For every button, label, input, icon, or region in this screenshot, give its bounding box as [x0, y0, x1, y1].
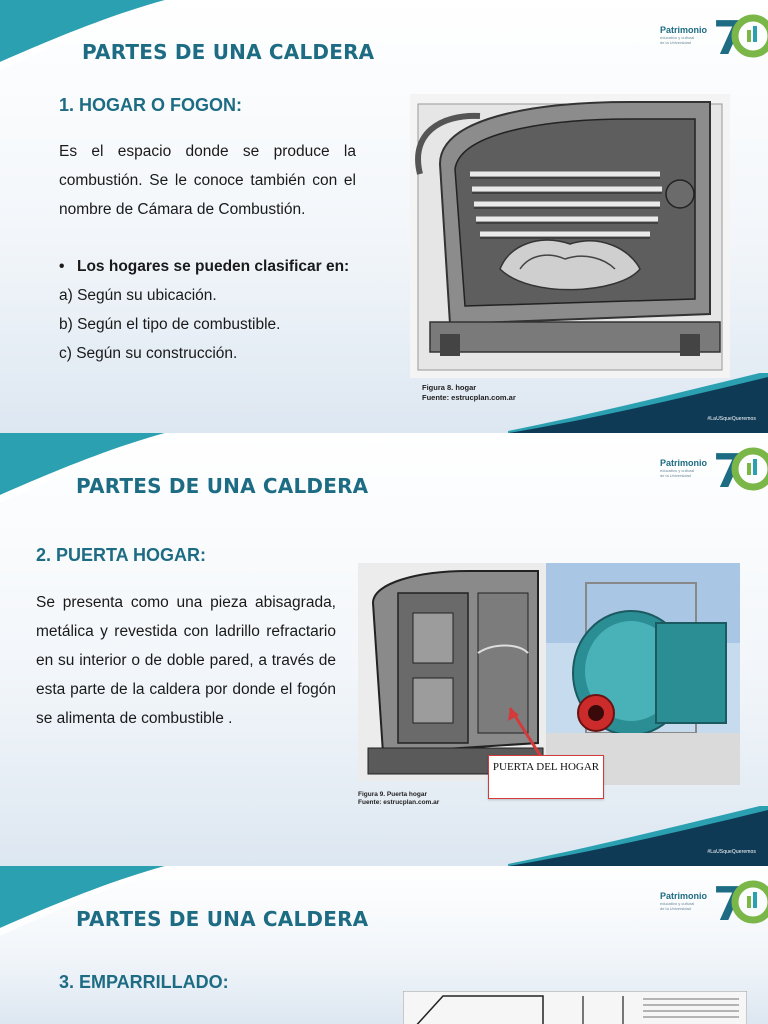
bottom-right-swoosh — [508, 373, 768, 433]
slide-1-classification — [59, 252, 356, 368]
slide-3-title: PARTES DE UNA CALDERA — [76, 907, 369, 931]
svg-text:7: 7 — [713, 877, 746, 926]
slide-2-paragraph: Se presenta como una pieza abisagrada, metálica y revestida con ladrillo refractario en su interior o de doble pared, a través de esta parte de la caldera por donde el fogón se alimenta de combustible . — [36, 594, 336, 727]
svg-text:7: 7 — [713, 444, 746, 493]
patrimonio-logo — [660, 10, 768, 60]
svg-text:7: 7 — [713, 11, 746, 60]
slide-1-heading: 1. HOGAR O FOGON: — [59, 95, 243, 115]
slide-2-hashtag: #LaUSqueQueremos — [707, 849, 756, 855]
bullet-text: Los hogares se pueden clasificar en: — [77, 258, 350, 275]
bottom-right-swoosh — [508, 806, 768, 866]
slide-3 — [0, 866, 768, 1024]
seventy-years-icon — [711, 443, 768, 493]
slide-1-title: PARTES DE UNA CALDERA — [82, 40, 375, 64]
bullet-dot: • — [59, 258, 65, 275]
list-item-b: b) Según el tipo de combustible. — [59, 316, 281, 333]
logo-name: Patrimonio — [660, 458, 708, 468]
logo-subtitle-1: educativo y cultural — [660, 35, 695, 40]
logo-subtitle-1: educativo y cultural — [660, 468, 695, 473]
logo-subtitle-2: de la Universidad — [660, 906, 691, 911]
caption-source: Fuente: estrucplan.com.ar — [358, 799, 440, 806]
boiler-hogar-figure — [410, 94, 730, 378]
logo-subtitle-1: educativo y cultural — [660, 901, 695, 906]
emparrillado-figure-partial — [403, 991, 747, 1024]
slide-1 — [0, 0, 768, 433]
logo-name: Patrimonio — [660, 25, 708, 35]
slide-3-heading: 3. EMPARRILLADO: — [59, 972, 229, 992]
seventy-years-icon — [711, 10, 768, 60]
patrimonio-logo — [660, 443, 768, 493]
slide-2 — [0, 433, 768, 866]
caption-source: Fuente: estrucplan.com.ar — [422, 393, 516, 402]
slide-2-caption — [358, 791, 439, 807]
slide-2-heading: 2. PUERTA HOGAR: — [36, 545, 207, 565]
slide-2-title: PARTES DE UNA CALDERA — [76, 474, 369, 498]
bullet-item — [59, 252, 356, 281]
puerta-del-hogar-callout: PUERTA DEL HOGAR — [488, 755, 604, 799]
list-item-c: c) Según su construcción. — [59, 345, 238, 362]
patrimonio-logo — [660, 876, 768, 926]
logo-subtitle-2: de la Universidad — [660, 40, 691, 45]
logo-name: Patrimonio — [660, 891, 708, 901]
list-item-a: a) Según su ubicación. — [59, 287, 217, 304]
caption-figure: Figura 9. Puerta hogar — [358, 791, 427, 798]
logo-subtitle-2: de la Universidad — [660, 473, 691, 478]
seventy-years-icon — [711, 876, 768, 926]
boiler-door-figure-right — [546, 563, 740, 785]
slide-1-paragraph: Es el espacio donde se produce la combustión. Se le conoce también con el nombre de Cámara de Combustión. — [59, 143, 356, 218]
slide-1-caption — [422, 383, 516, 403]
caption-figure: Figura 8. hogar — [422, 383, 477, 392]
slide-1-hashtag: #LaUSqueQueremos — [707, 416, 756, 422]
